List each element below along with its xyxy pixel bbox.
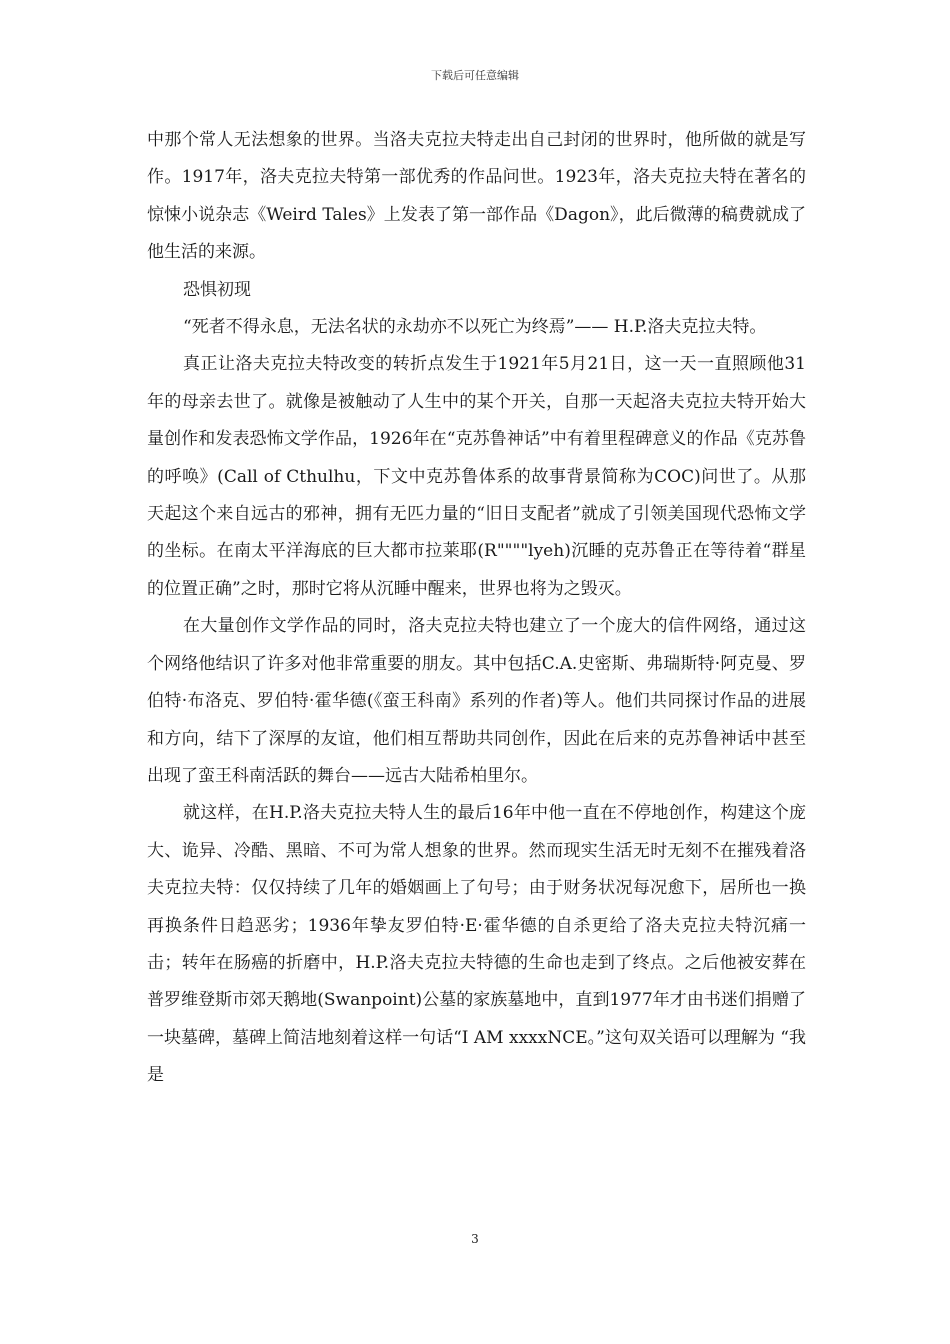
paragraph-final-years: 就这样，在H.P.洛夫克拉夫特人生的最后16年中他一直在不停地创作，构建这个庞大、诡异、冷酷、黑暗、不可为常人想象的世界。然而现实生活无时无刻不在摧残着洛夫克拉夫特：仅仅持续了几年的婚姻画上了句号；由于财务状况每况愈下，居所也一换再换条件日趋恶劣；1936年挚友罗伯特·E·霍华德的自杀更给了洛夫克拉夫特沉痛一击；转年在肠癌的折磨中，H.P.洛夫克拉夫特德的生命也走到了终点。之后他被安葬在普罗维登斯市郊天鹅地(Swanpoint)公墓的家族墓地中，直到1977年才由书迷们捐赠了一块墓碑，墓碑上简洁地刻着这样一句话“I AM xxxxNCE。”这句双关语可以理解为 “我是 (147, 803, 806, 1086)
document-body (147, 122, 806, 1095)
paragraph-letter-network: 在大量创作文学作品的同时，洛夫克拉夫特也建立了一个庞大的信件网络，通过这个网络他结识了许多对他非常重要的朋友。其中包括C.A.史密斯、弗瑞斯特·阿克曼、罗伯特·布洛克、罗伯特·霍华德(《蛮王科南》系列的作者)等人。他们共同探讨作品的进展和方向，结下了深厚的友谊，他们相互帮助共同创作，因此在后来的克苏鲁神话中甚至出现了蛮王科南活跃的舞台——远古大陆希柏里尔。 (147, 616, 806, 786)
page-number: 3 (471, 1232, 479, 1246)
page-header: 下载后可任意编辑 (431, 69, 519, 82)
paragraph-1: 中那个常人无法想象的世界。当洛夫克拉夫特走出自己封闭的世界时，他所做的就是写作。1917年，洛夫克拉夫特第一部优秀的作品问世。1923年，洛夫克拉夫特在著名的惊悚小说杂志《Weird Tales》上发表了第一部作品《Dagon》，此后微薄的稿费就成了他生活的来源。 (147, 130, 806, 263)
section-heading: 恐惧初现 (183, 279, 251, 300)
quote-paragraph: “死者不得永息，无法名状的永劫亦不以死亡为终焉”—— H.P.洛夫克拉夫特。 (183, 317, 767, 338)
paragraph-turning-point: 真正让洛夫克拉夫特改变的转折点发生于1921年5月21日，这一天一直照顾他31年的母亲去世了。就像是被触动了人生中的某个开关，自那一天起洛夫克拉夫特开始大量创作和发表恐怖文学作品，1926年在“克苏鲁神话”中有着里程碑意义的作品《克苏鲁的呼唤》(Call of Cthulhu，下文中克苏鲁体系的故事背景简称为COC)问世了。从那天起这个来自远古的邪神，拥有无匹力量的“旧日支配者”就成了引领美国现代恐怖文学的坐标。在南太平洋海底的巨大都市拉莱耶(R""""lyeh)沉睡的克苏鲁正在等待着“群星的位置正确”之时，那时它将从沉睡中醒来，世界也将为之毁灭。 (147, 354, 806, 599)
